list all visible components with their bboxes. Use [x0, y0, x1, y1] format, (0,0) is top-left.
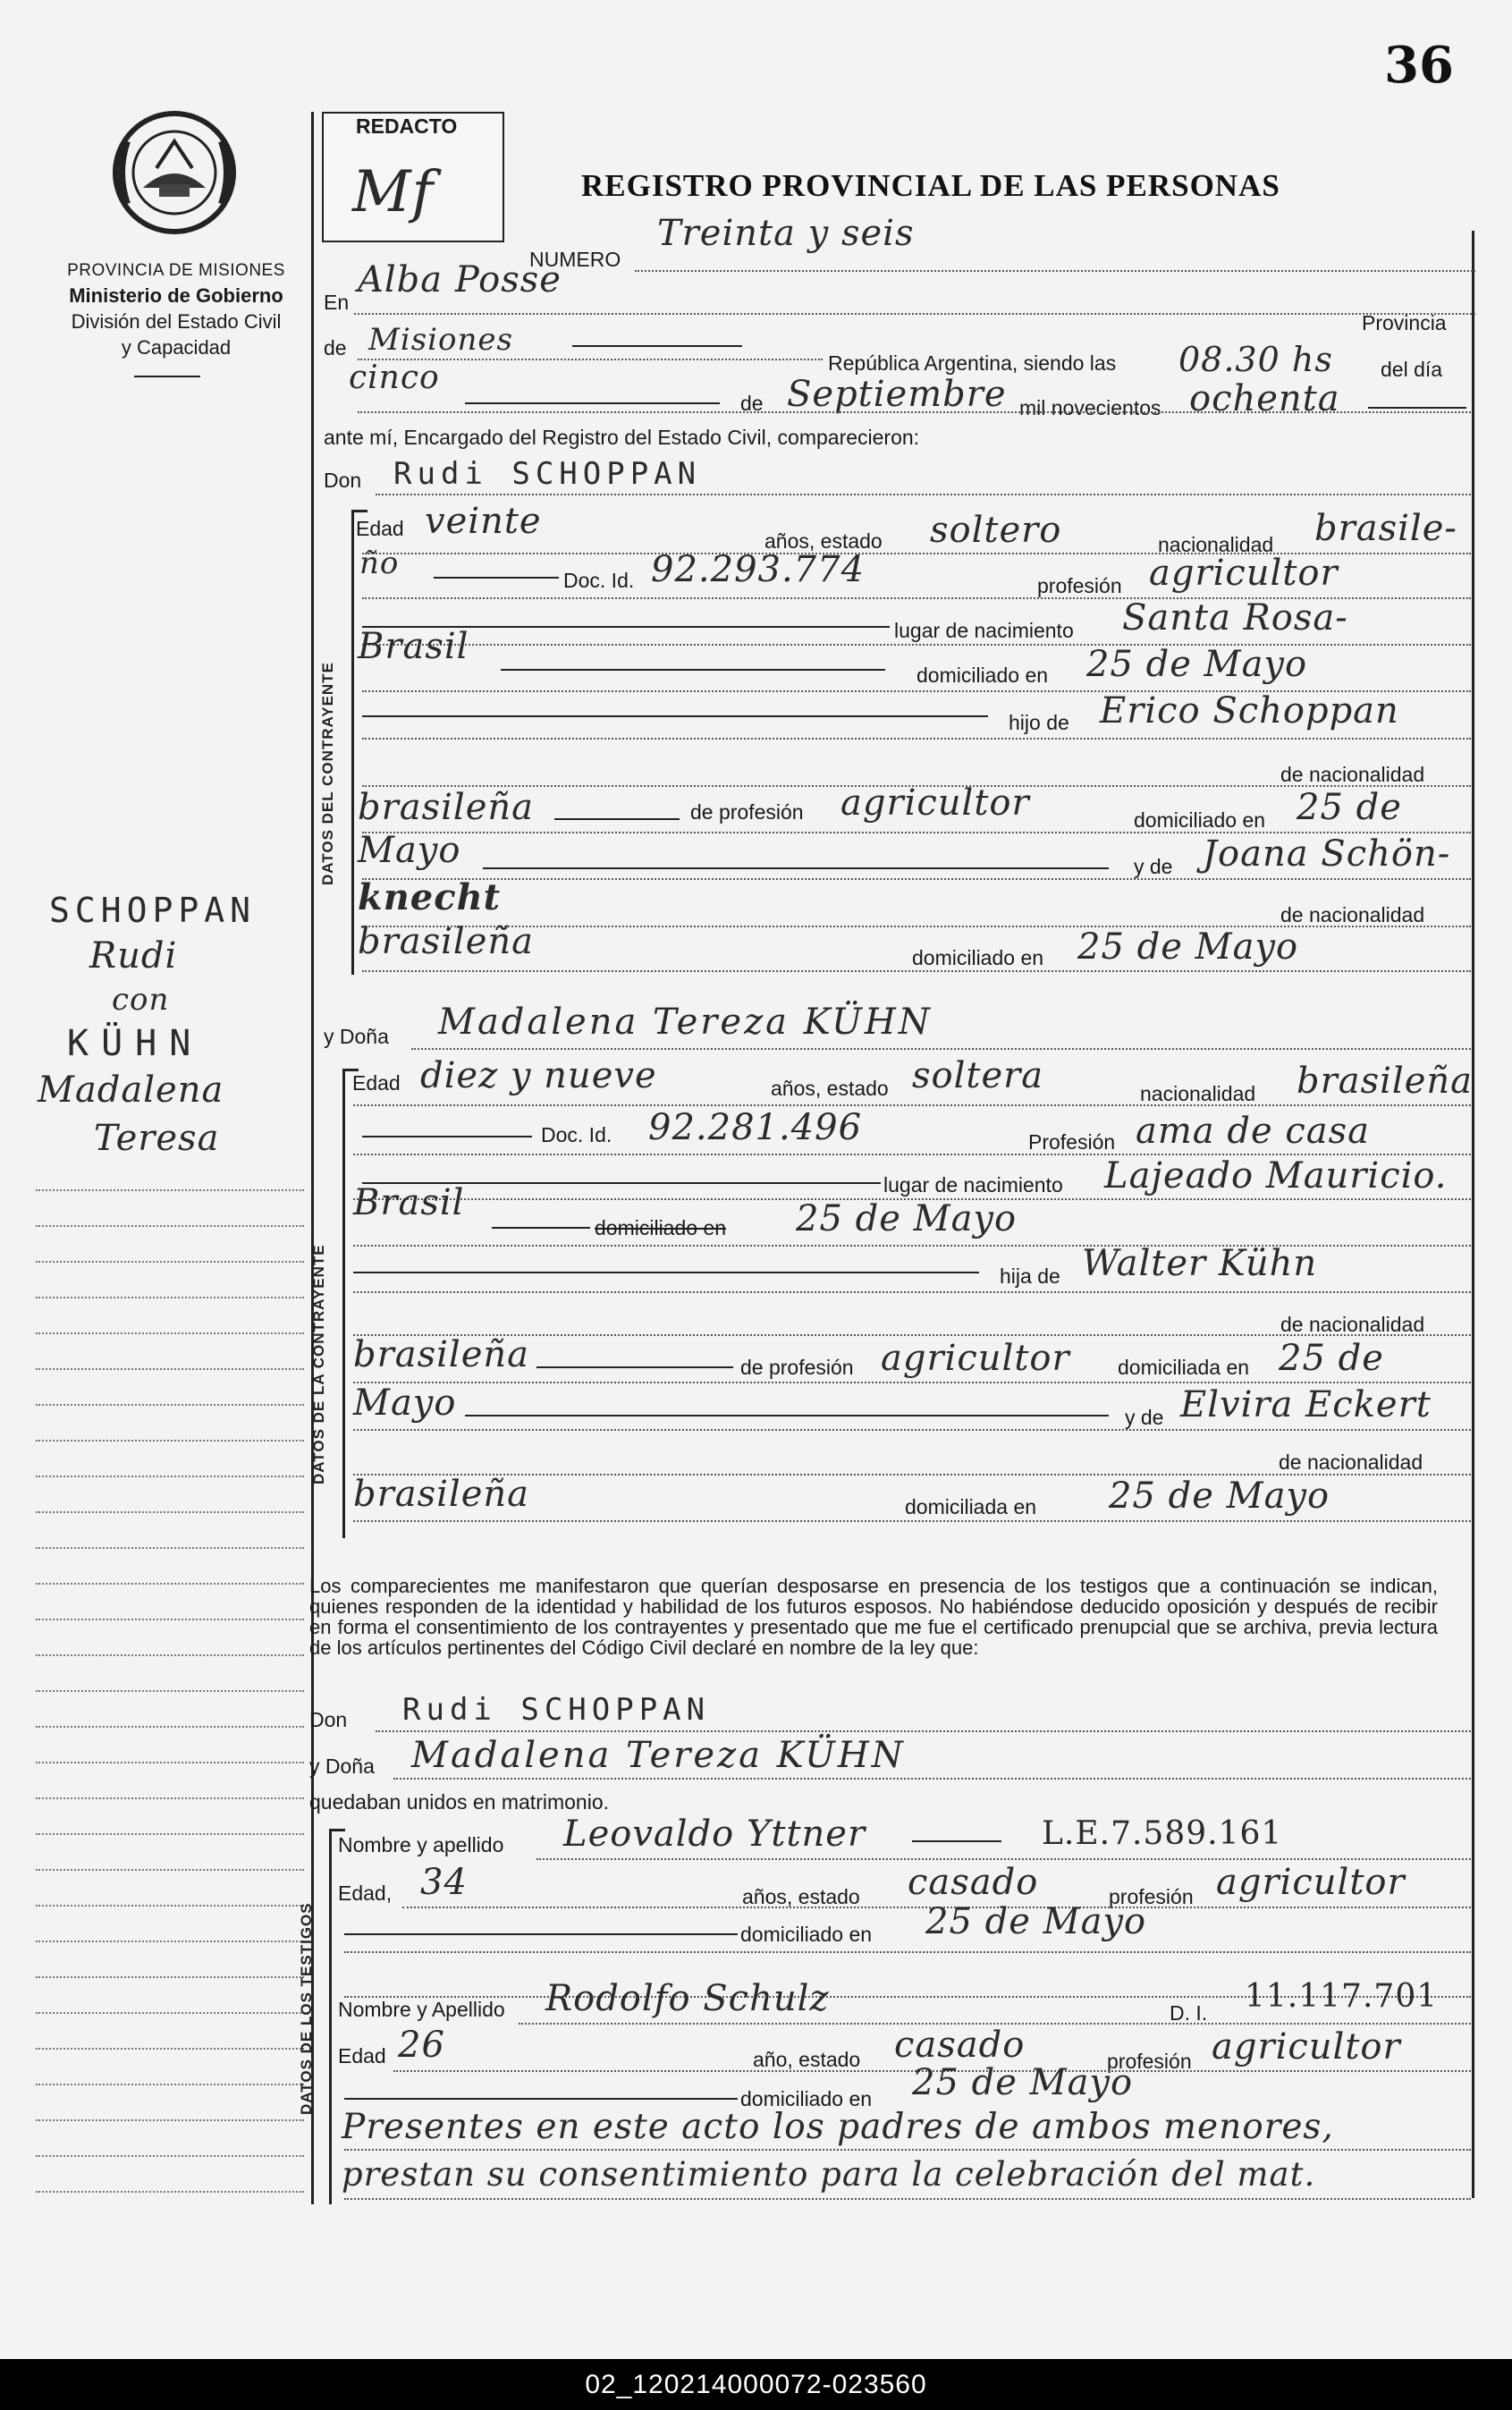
decl-dona-name: Madalena Tereza KÜHN: [411, 1735, 906, 1776]
groom-anios-label: años, estado: [764, 529, 883, 553]
groom-hijo-label: hijo de: [1009, 711, 1069, 734]
witness-section-bracket: [329, 1829, 332, 2204]
groom-madre-dom-label: domiciliado en: [912, 946, 1044, 969]
t1-edad-label: Edad,: [338, 1881, 393, 1905]
bride-profesion-label: Profesión: [1028, 1130, 1116, 1154]
t2-di-label: D. I.: [1170, 2001, 1208, 2025]
groom-madre-dom: 25 de Mayo: [1077, 926, 1299, 968]
bride-section-bracket: [342, 1069, 345, 1538]
document-title: REGISTRO PROVINCIAL DE LAS PERSONAS: [581, 168, 1280, 203]
t1-domicilio-label: domiciliado en: [740, 1923, 873, 1946]
bride-lugar-cont: Brasil: [353, 1182, 465, 1223]
groom-y-de-label: y de: [1134, 855, 1173, 878]
groom-profesion-label: profesión: [1037, 574, 1122, 597]
bride-madre-dom: 25 de Mayo: [1109, 1476, 1330, 1517]
t2-estado: casado: [894, 2025, 1026, 2066]
groom-nacionalidad-label: nacionalidad: [1158, 533, 1274, 556]
bride-padre-prof: agricultor: [881, 1338, 1070, 1379]
groom-doc-label: Doc. Id.: [563, 569, 635, 592]
groom-madre: Joana Schön-: [1203, 833, 1451, 875]
t2-edad: 26: [398, 2025, 445, 2066]
margin-name-bride: Madalena: [38, 1070, 224, 1111]
groom-estado: soltero: [930, 510, 1062, 551]
t1-estado: casado: [908, 1862, 1039, 1903]
groom-domicilio-label: domiciliado en: [916, 664, 1049, 687]
republica-label: República Argentina, siendo las: [828, 351, 1117, 375]
t2-nombre-label: Nombre y Apellido: [338, 1998, 505, 2021]
groom-profesion: agricultor: [1149, 553, 1339, 594]
numero-value: Treinta y seis: [657, 213, 915, 254]
groom-padre-dom-cont: Mayo: [358, 830, 461, 871]
bride-domicilio: 25 de Mayo: [796, 1198, 1018, 1239]
t1-profesion-label: profesión: [1109, 1885, 1194, 1908]
groom-name: Rudi SCHOPPAN: [393, 456, 702, 492]
t2-nombre: Rodolfo Schulz: [545, 1978, 830, 2019]
bride-profesion: ama de casa: [1136, 1111, 1370, 1152]
groom-padre-dom: 25 de: [1297, 787, 1402, 828]
t1-doc: L.E.7.589.161: [1042, 1815, 1283, 1852]
bride-dona-label: y Doña: [324, 1025, 389, 1048]
mil-label: mil novecientos: [1019, 396, 1161, 419]
bride-padre-prof-label: de profesión: [740, 1356, 854, 1379]
page-number: 36: [1384, 36, 1454, 95]
provincia-label: Provincia: [1362, 311, 1447, 334]
en-value: Alba Posse: [358, 259, 562, 300]
bride-name: Madalena Tereza KÜHN: [438, 1002, 933, 1043]
margin-surname-groom: SCHOPPAN: [49, 891, 257, 930]
dept-line-2: Ministerio de Gobierno: [69, 284, 283, 307]
bride-edad-label: Edad: [352, 1071, 401, 1095]
groom-padre-dom-label: domiciliado en: [1134, 808, 1266, 832]
t2-domicilio: 25 de Mayo: [912, 2062, 1134, 2103]
bride-lugar-label: lugar de nacimiento: [883, 1173, 1063, 1197]
groom-edad: veinte: [425, 501, 542, 542]
groom-doc: 92.293.774: [651, 549, 866, 590]
groom-padre-prof-label: de profesión: [690, 800, 804, 824]
bride-madre: Elvira Eckert: [1180, 1384, 1432, 1425]
dept-line-4: y Capacidad: [121, 336, 232, 359]
bride-madre-dom-label: domiciliada en: [905, 1495, 1037, 1518]
del-dia-label: del día: [1381, 358, 1443, 381]
t1-profesion: agricultor: [1216, 1862, 1406, 1903]
bride-madre-nac-label: de nacionalidad: [1279, 1450, 1423, 1474]
form-frame-left: [311, 112, 314, 2204]
groom-don-label: Don: [324, 469, 362, 492]
groom-padre-nac-label: de nacionalidad: [1280, 763, 1425, 786]
t2-profesion: agricultor: [1212, 2026, 1401, 2068]
groom-lugar-label: lugar de nacimiento: [894, 619, 1074, 642]
t1-nombre: Leovaldo Yttner: [563, 1814, 866, 1855]
mes-value: Septiembre: [787, 374, 1007, 415]
groom-padre-prof: agricultor: [840, 782, 1030, 824]
bride-y-de-label: y de: [1125, 1406, 1164, 1429]
en-label: En: [324, 291, 350, 314]
groom-madre-cont: knecht: [358, 876, 502, 918]
dept-line-3: División del Estado Civil: [71, 310, 282, 333]
groom-domicilio: 25 de Mayo: [1086, 644, 1308, 685]
bride-hija-label: hija de: [1000, 1264, 1060, 1288]
bride-edad: diez y nueve: [420, 1055, 657, 1096]
form-frame-right: [1472, 231, 1474, 2198]
ante-label: ante mí, Encargado del Registro del Estado Civil, comparecieron:: [324, 426, 920, 449]
groom-section-bracket: [351, 510, 354, 975]
decl-don-label: Don: [309, 1708, 348, 1731]
redacto-initials: Mf: [352, 159, 435, 225]
numero-label: NUMERO: [529, 248, 621, 271]
groom-padre-nac: brasileña: [358, 787, 534, 828]
bride-padre-dom-cont: Mayo: [353, 1383, 457, 1424]
redacto-label: REDACTO: [356, 114, 458, 138]
t1-nombre-label: Nombre y apellido: [338, 1833, 504, 1856]
bride-padre: Walter Kühn: [1082, 1243, 1318, 1284]
t2-doc: 11.117.701: [1245, 1978, 1439, 2015]
t1-anios-label: años, estado: [742, 1885, 860, 1908]
bride-nacionalidad-label: nacionalidad: [1140, 1082, 1256, 1105]
decl-dona-label: y Doña: [309, 1755, 375, 1778]
de2-label: de: [740, 392, 764, 415]
hora-value: 08.30 hs: [1178, 340, 1333, 379]
bride-padre-nac: brasileña: [353, 1334, 529, 1375]
t2-edad-label: Edad: [338, 2044, 386, 2068]
margin-surname-bride: KÜHN: [67, 1023, 204, 1064]
bride-anios-label: años, estado: [771, 1077, 889, 1100]
nota-line-2: prestan su consentimiento para la celebración del mat.: [342, 2155, 1316, 2194]
bride-padre-nac-label: de nacionalidad: [1280, 1313, 1425, 1336]
margin-name-bride-2: Teresa: [94, 1118, 220, 1159]
declaration-paragraph: Los comparecientes me manifestaron que querían desposarse en presencia de los testigos que a continuación se indican, quienes responden de la identidad y habilidad de los futuros esposos. No habiéndose deducido oposición y después de recibir en forma el consentimiento de los contrayentes y presentado que me fue el certificado prenupcial que se archiva, previa lectura de los artículos pertinentes del Código Civil declaré en nombre de la ley que:: [309, 1575, 1438, 1659]
t1-edad: 34: [420, 1862, 468, 1903]
groom-padre: Erico Schoppan: [1100, 690, 1399, 731]
t2-profesion-label: profesión: [1107, 2050, 1192, 2073]
bride-estado: soltera: [912, 1055, 1044, 1096]
bride-padre-dom-label: domiciliada en: [1118, 1356, 1250, 1379]
dia-value: cinco: [349, 359, 440, 396]
groom-madre-nac: brasileña: [358, 921, 534, 962]
groom-nacionalidad-cont: ño: [359, 545, 400, 581]
footer-code: 02_120214000072-023560: [0, 2359, 1512, 2410]
t1-domicilio: 25 de Mayo: [925, 1901, 1147, 1942]
bride-section-label: DATOS DE LA CONTRAYENTE: [310, 1244, 327, 1484]
groom-lugar: Santa Rosa-: [1122, 597, 1348, 638]
anio-value: ochenta: [1189, 378, 1340, 419]
de-value: Misiones: [368, 322, 513, 358]
decl-don-name: Rudi SCHOPPAN: [402, 1692, 711, 1728]
bride-doc: 92.281.496: [648, 1107, 863, 1148]
bride-padre-dom: 25 de: [1279, 1338, 1384, 1379]
provincial-seal-icon: [107, 106, 241, 240]
groom-madre-nac-label: de nacionalidad: [1280, 903, 1425, 926]
t2-domicilio-label: domiciliado en: [740, 2087, 873, 2110]
bride-doc-label: Doc. Id.: [541, 1123, 612, 1146]
bride-domicilio-label: domiciliado en: [595, 1216, 727, 1239]
groom-nacionalidad: brasile-: [1314, 508, 1457, 549]
decl-closing: quedaban unidos en matrimonio.: [309, 1790, 610, 1814]
bride-madre-nac: brasileña: [353, 1474, 529, 1515]
margin-name-groom: Rudi: [89, 935, 178, 977]
groom-edad-label: Edad: [356, 517, 404, 540]
groom-lugar-cont: Brasil: [358, 626, 469, 667]
dept-line-1: PROVINCIA DE MISIONES: [67, 261, 285, 280]
bride-nacionalidad: brasileña: [1297, 1061, 1473, 1102]
bride-lugar: Lajeado Mauricio.: [1104, 1155, 1448, 1197]
t2-anios-label: año, estado: [753, 2048, 861, 2071]
witness-section-label: DATOS DE LOS TESTIGOS: [298, 1902, 315, 2115]
nota-line-1: Presentes en este acto los padres de ambos menores,: [342, 2107, 1334, 2147]
groom-section-label: DATOS DEL CONTRAYENTE: [319, 662, 336, 885]
de-label: de: [324, 336, 347, 359]
dept-divider: [134, 376, 200, 377]
margin-con: con: [112, 982, 170, 1018]
